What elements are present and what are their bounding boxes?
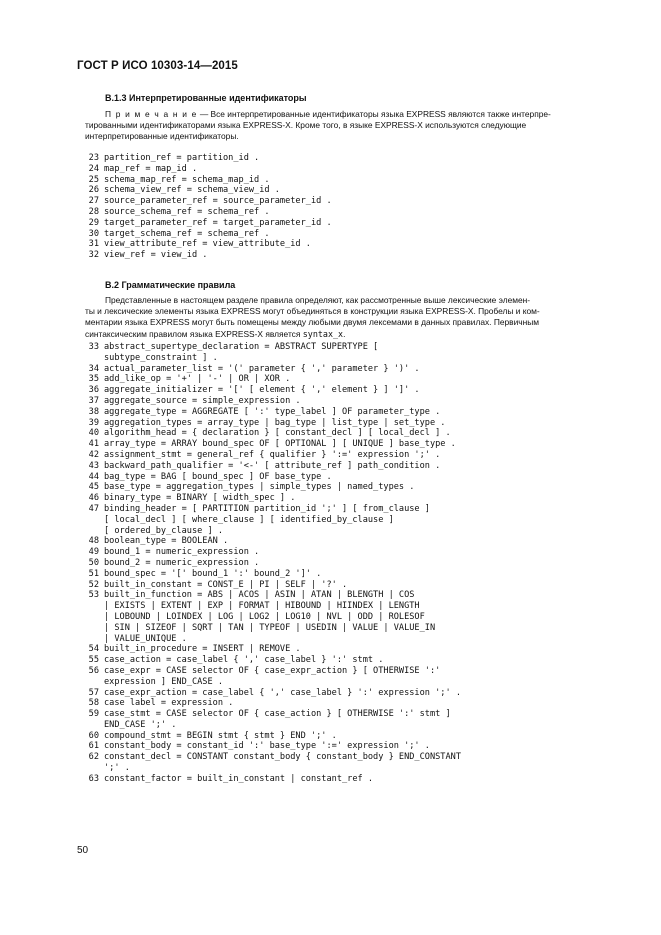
rule-text: binary_type = BINARY [ width_spec ] . xyxy=(104,493,296,504)
page-number: 50 xyxy=(77,845,89,856)
rules-list-b13 xyxy=(85,153,605,261)
rule-line xyxy=(85,207,605,218)
rule-line xyxy=(85,428,605,439)
rule-text: source_parameter_ref = source_parameter_id . xyxy=(104,196,332,207)
rule-number: 31 xyxy=(88,239,99,250)
rule-number: 53 xyxy=(88,590,99,601)
rule-line xyxy=(85,709,605,720)
rule-line xyxy=(85,229,605,240)
rule-line xyxy=(85,731,605,742)
rule-text: abstract_supertype_declaration = ABSTRACT SUPERTYPE [ xyxy=(104,342,379,352)
rule-number: 56 xyxy=(88,665,99,676)
rule-line xyxy=(85,774,605,785)
rule-text: schema_view_ref = schema_view_id . xyxy=(104,185,280,196)
rule-text: bound_2 = numeric_expression . xyxy=(104,557,260,568)
rule-continuation: | EXISTS | EXTENT | EXP | FORMAT | HIBOUND | HIINDEX | LENGTH xyxy=(104,601,420,612)
rule-continuation: [ local_decl ] [ where_clause ] [ identified_by_clause ] xyxy=(104,514,394,525)
rule-number: 51 xyxy=(88,568,99,579)
rule-line xyxy=(85,590,605,601)
rule-number: 41 xyxy=(88,439,99,450)
note-line-3: интерпретированные идентификаторы. xyxy=(85,131,239,142)
rule-line xyxy=(85,374,605,385)
rule-line xyxy=(85,666,605,677)
rule-number: 42 xyxy=(88,449,99,460)
rule-text: case label = expression . xyxy=(104,698,234,709)
rule-text: base_type = aggregation_types | simple_types | named_types . xyxy=(104,482,415,493)
rule-text: constant_factor = built_in_constant | constant_ref . xyxy=(104,773,374,784)
rule-line xyxy=(85,175,605,186)
rule-line xyxy=(85,698,605,709)
rule-number: 38 xyxy=(88,406,99,417)
rule-text: bound_spec = '[' bound_1 ':' bound_2 ']' . xyxy=(104,568,322,579)
rule-text: algorithm_head = { declaration } [ constant_decl ] [ local_decl ] . xyxy=(104,428,451,439)
rule-number: 35 xyxy=(88,374,99,385)
rule-line xyxy=(85,196,605,207)
rule-line xyxy=(85,364,605,375)
rule-line xyxy=(85,439,605,450)
section-heading-b2: B.2 Грамматические правила xyxy=(105,280,236,290)
rule-number: 25 xyxy=(88,174,99,185)
rule-text: case_expr = CASE selector OF { case_expr_action } [ OTHERWISE ':' xyxy=(104,665,441,676)
intro-paragraph xyxy=(85,295,603,340)
rule-number: 27 xyxy=(88,196,99,207)
rule-continuation: ';' . xyxy=(104,763,130,774)
rule-line xyxy=(85,418,605,429)
rule-text: map_ref = map_id . xyxy=(104,163,198,174)
rule-text: source_schema_ref = schema_ref . xyxy=(104,206,270,217)
rule-line xyxy=(85,342,605,353)
rule-line xyxy=(85,472,605,483)
rule-text: boolean_type = BOOLEAN . xyxy=(104,536,229,547)
rule-text: bound_1 = numeric_expression . xyxy=(104,547,260,558)
rule-line xyxy=(85,580,605,591)
rule-text: case_stmt = CASE selector OF { case_action } [ OTHERWISE ':' stmt ] xyxy=(104,709,451,720)
rule-text: view_ref = view_id . xyxy=(104,250,208,261)
rule-text: binding_header = [ PARTITION partition_id ';' ] [ from_clause ] xyxy=(104,503,430,514)
rule-number: 24 xyxy=(88,163,99,174)
rule-continuation: [ ordered_by_clause ] . xyxy=(104,525,223,536)
section-heading-b13: B.1.3 Интерпретированные идентификаторы xyxy=(105,93,307,103)
rule-continuation: | VALUE_UNIQUE . xyxy=(104,633,187,644)
rule-line xyxy=(85,547,605,558)
rule-number: 32 xyxy=(88,250,99,261)
note-label: П р и м е ч а н и е xyxy=(105,109,198,119)
rule-number: 45 xyxy=(88,482,99,493)
document-header: ГОСТ Р ИСО 10303-14—2015 xyxy=(77,60,238,72)
syntax-x-code: syntax_x xyxy=(302,328,344,339)
rule-number: 33 xyxy=(88,342,99,352)
rule-line xyxy=(85,385,605,396)
rule-line xyxy=(85,450,605,461)
rule-line xyxy=(85,164,605,175)
note-line-1: П р и м е ч а н и е — Все интерпретированные идентификаторы языка EXPRESS являются также интерпре- xyxy=(105,109,551,119)
rule-line xyxy=(85,396,605,407)
rule-continuation: expression ] END_CASE . xyxy=(104,676,223,687)
note-line-2: тированными идентификаторами языка EXPRESS-X. Кроме того, в языке EXPRESS-X используются следующие xyxy=(85,120,527,131)
rule-line xyxy=(85,239,605,250)
intro-line-4: синтаксическим правилом языка EXPRESS-X является syntax_x. xyxy=(85,328,346,339)
rule-line xyxy=(85,752,605,763)
rule-number: 46 xyxy=(88,493,99,504)
rule-text: compound_stmt = BEGIN stmt { stmt } END ';' . xyxy=(104,730,337,741)
note-paragraph xyxy=(85,109,603,143)
rule-continuation: END_CASE ';' . xyxy=(104,719,177,730)
rule-number: 40 xyxy=(88,428,99,439)
rule-number: 52 xyxy=(88,579,99,590)
rule-text: aggregate_source = simple_expression . xyxy=(104,395,301,406)
rule-line xyxy=(85,407,605,418)
rule-line xyxy=(85,493,605,504)
rule-line xyxy=(85,185,605,196)
rule-text: schema_map_ref = schema_map_id . xyxy=(104,174,270,185)
rule-number: 48 xyxy=(88,536,99,547)
rule-line xyxy=(85,569,605,580)
rule-number: 55 xyxy=(88,655,99,666)
rule-number: 60 xyxy=(88,730,99,741)
rule-number: 44 xyxy=(88,471,99,482)
rule-line xyxy=(85,504,605,515)
rule-line xyxy=(85,218,605,229)
rule-number: 59 xyxy=(88,709,99,720)
rule-text: array_type = ARRAY bound_spec OF [ OPTIONAL ] [ UNIQUE ] base_type . xyxy=(104,439,456,450)
rule-line xyxy=(85,558,605,569)
intro-line-2: ты и лексические элементы языка EXPRESS могут объединяться в конструкции языка EXPRESS-X. Пробелы и ком- xyxy=(85,306,540,317)
rule-line xyxy=(85,688,605,699)
rule-number: 43 xyxy=(88,460,99,471)
rule-number: 49 xyxy=(88,547,99,558)
rule-line xyxy=(85,250,605,261)
rule-number: 36 xyxy=(88,385,99,396)
rules-list-b2 xyxy=(85,342,605,785)
rule-continuation: | LOBOUND | LOINDEX | LOG | LOG2 | LOG10 | NVL | ODD | ROLESOF xyxy=(104,611,425,622)
rule-text: constant_body = constant_id ':' base_type ':=' expression ';' . xyxy=(104,741,430,752)
rule-text: target_parameter_ref = target_parameter_id . xyxy=(104,217,332,228)
rule-text: aggregate_initializer = '[' [ element { ',' element } ] ']' . xyxy=(104,385,420,396)
rule-number: 30 xyxy=(88,228,99,239)
rule-number: 37 xyxy=(88,395,99,406)
rule-text: constant_decl = CONSTANT constant_body { constant_body } END_CONSTANT xyxy=(104,752,461,763)
rule-continuation: | SIN | SIZEOF | SQRT | TAN | TYPEOF | USEDIN | VALUE | VALUE_IN xyxy=(104,622,436,633)
rule-number: 50 xyxy=(88,557,99,568)
rule-line xyxy=(85,482,605,493)
rule-text: target_schema_ref = schema_ref . xyxy=(104,228,270,239)
rule-number: 62 xyxy=(88,752,99,763)
rule-number: 39 xyxy=(88,417,99,428)
rule-text: built_in_function = ABS | ACOS | ASIN | ATAN | BLENGTH | COS xyxy=(104,590,415,601)
rule-line xyxy=(85,655,605,666)
rule-line xyxy=(85,644,605,655)
rule-number: 61 xyxy=(88,741,99,752)
rule-text: built_in_procedure = INSERT | REMOVE . xyxy=(104,644,301,655)
rule-line xyxy=(85,741,605,752)
rule-number: 57 xyxy=(88,687,99,698)
rule-continuation: subtype_constraint ] . xyxy=(104,352,218,363)
rule-text: actual_parameter_list = '(' parameter { ',' parameter } ')' . xyxy=(104,363,420,374)
rule-text: aggregate_type = AGGREGATE [ ':' type_label ] OF parameter_type . xyxy=(104,406,441,417)
rule-number: 28 xyxy=(88,206,99,217)
intro-line-1: Представленные в настоящем разделе правила определяют, как рассмотренные выше лексические элемен- xyxy=(105,295,531,305)
rule-number: 58 xyxy=(88,698,99,709)
rule-text: assignment_stmt = general_ref { qualifier } ':=' expression ';' . xyxy=(104,449,441,460)
rule-line xyxy=(85,153,605,164)
rule-number: 47 xyxy=(88,503,99,514)
rule-number: 23 xyxy=(88,153,99,163)
rule-text: aggregation_types = array_type | bag_type | list_type | set_type . xyxy=(104,417,446,428)
rule-line xyxy=(85,536,605,547)
rule-number: 29 xyxy=(88,217,99,228)
rule-text: add_like_op = '+' | '-' | OR | XOR . xyxy=(104,374,291,385)
rule-line xyxy=(85,461,605,472)
rule-text: backward_path_qualifier = '<-' [ attribute_ref ] path_condition . xyxy=(104,460,441,471)
rule-text: built_in_constant = CONST_E | PI | SELF | '?' . xyxy=(104,579,348,590)
rule-text: case_expr_action = case_label { ',' case_label } ':' expression ';' . xyxy=(104,687,461,698)
rule-text: bag_type = BAG [ bound_spec ] OF base_type . xyxy=(104,471,332,482)
rule-number: 34 xyxy=(88,363,99,374)
rule-number: 63 xyxy=(88,773,99,784)
intro-line-3: ментарии языка EXPRESS могут быть помещены между любыми двумя лексемами в данных правилах. Первичным xyxy=(85,317,540,328)
rule-text: case_action = case_label { ',' case_label } ':' stmt . xyxy=(104,655,384,666)
rule-number: 26 xyxy=(88,185,99,196)
rule-text: view_attribute_ref = view_attribute_id . xyxy=(104,239,311,250)
rule-text: partition_ref = partition_id . xyxy=(104,153,260,163)
rule-number: 54 xyxy=(88,644,99,655)
